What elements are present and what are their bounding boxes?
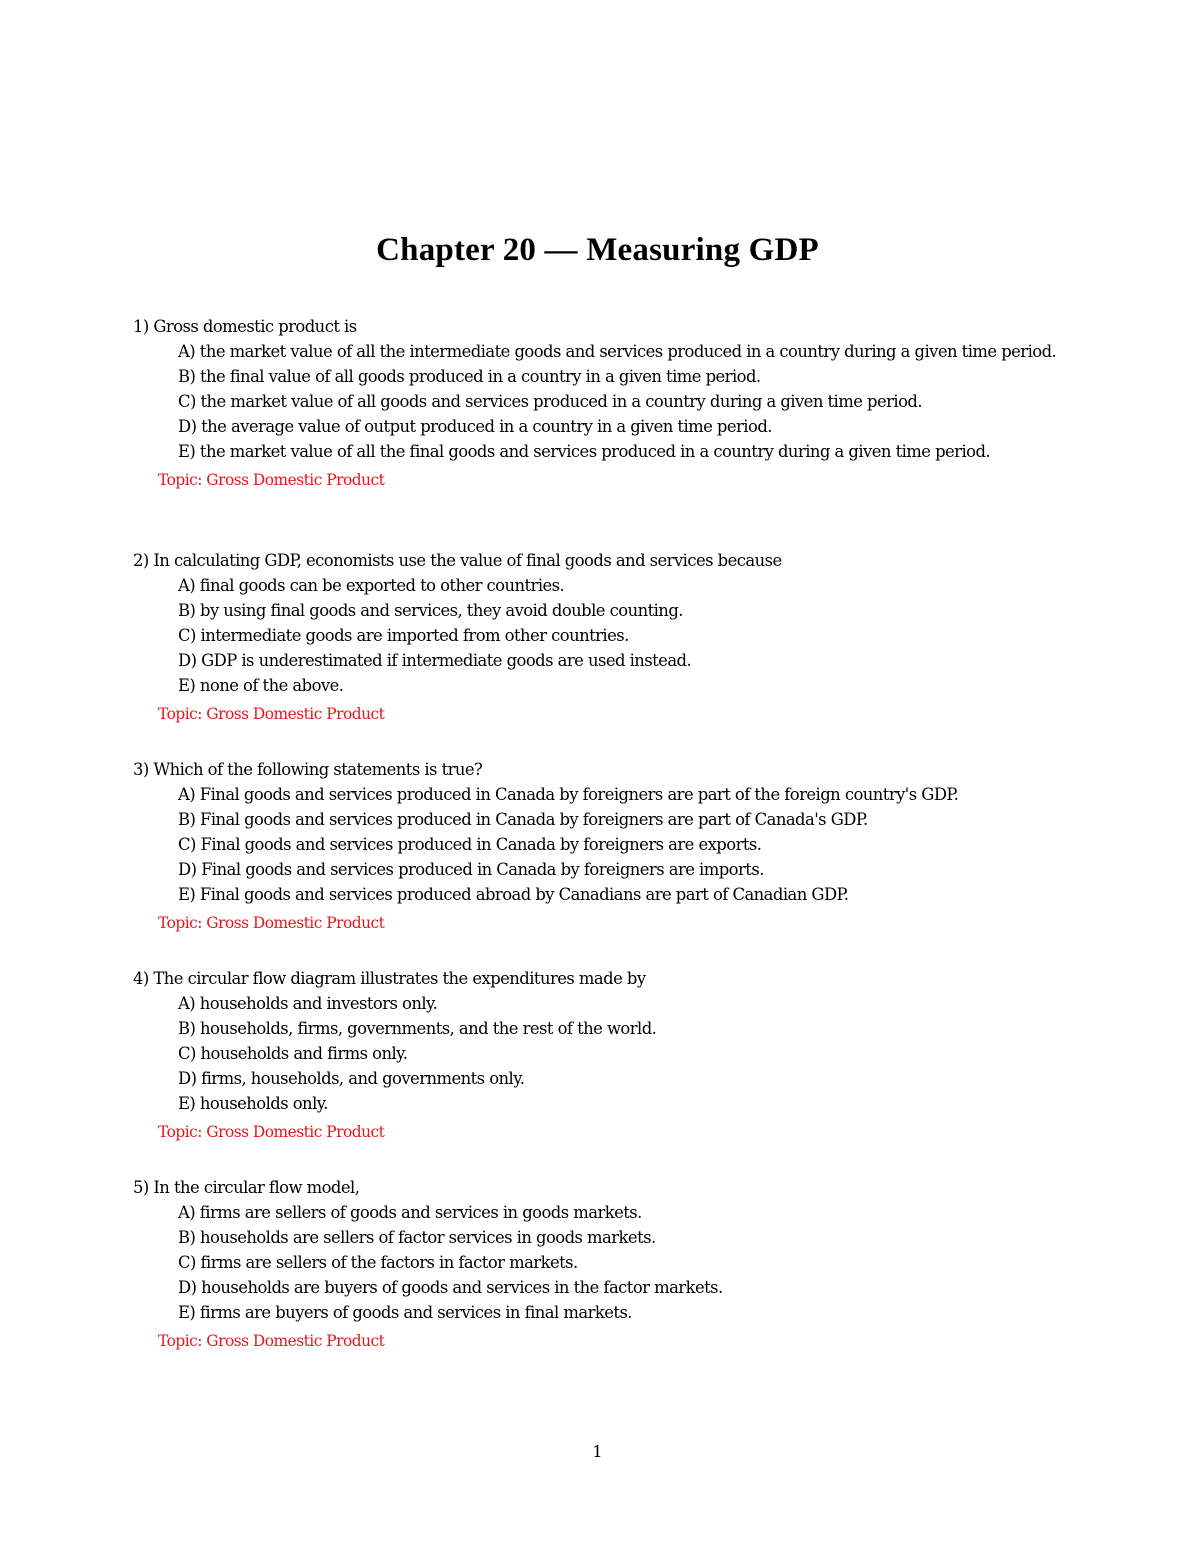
- topic-label: Topic: Gross Domestic Product: [158, 705, 385, 723]
- question-stem: 4) The circular flow diagram illustrates the expenditures made by: [133, 969, 646, 988]
- answer-option-c: C) households and firms only.: [178, 1044, 408, 1063]
- answer-option-e: E) the market value of all the final goods and services produced in a country during a given time period.: [178, 442, 991, 461]
- answer-option-c: C) intermediate goods are imported from other countries.: [178, 626, 629, 645]
- answer-option-b: B) Final goods and services produced in Canada by foreigners are part of Canada's GDP.: [178, 810, 868, 829]
- answer-option-d: D) Final goods and services produced in Canada by foreigners are imports.: [178, 860, 764, 879]
- answer-option-b: B) households are sellers of factor services in goods markets.: [178, 1228, 656, 1247]
- answer-option-a: A) Final goods and services produced in Canada by foreigners are part of the foreign country's GDP.: [178, 785, 959, 804]
- question-2: [133, 548, 1093, 727]
- page-title: Chapter 20 — Measuring GDP: [376, 232, 819, 268]
- answer-option-b: B) the final value of all goods produced in a country in a given time period.: [178, 367, 761, 386]
- question-stem: 2) In calculating GDP, economists use the value of final goods and services because: [133, 551, 782, 570]
- topic-label: Topic: Gross Domestic Product: [158, 471, 385, 489]
- topic-label: Topic: Gross Domestic Product: [158, 1332, 385, 1350]
- answer-option-d: D) households are buyers of goods and services in the factor markets.: [178, 1278, 723, 1297]
- answer-option-c: C) Final goods and services produced in Canada by foreigners are exports.: [178, 835, 762, 854]
- question-1: [133, 314, 1093, 493]
- question-stem: 5) In the circular flow model,: [133, 1178, 360, 1197]
- answer-option-b: B) by using final goods and services, they avoid double counting.: [178, 601, 683, 620]
- answer-option-e: E) firms are buyers of goods and services in final markets.: [178, 1303, 632, 1322]
- answer-option-e: E) Final goods and services produced abroad by Canadians are part of Canadian GDP.: [178, 885, 849, 904]
- page-number: 1: [592, 1442, 603, 1461]
- question-stem: 1) Gross domestic product is: [133, 317, 357, 336]
- answer-option-a: A) households and investors only.: [178, 994, 438, 1013]
- answer-option-d: D) the average value of output produced in a country in a given time period.: [178, 417, 772, 436]
- answer-option-c: C) the market value of all goods and services produced in a country during a given time period.: [178, 392, 923, 411]
- answer-option-a: A) final goods can be exported to other countries.: [178, 576, 565, 595]
- question-3: [133, 757, 1093, 936]
- question-stem: 3) Which of the following statements is true?: [133, 760, 483, 779]
- topic-label: Topic: Gross Domestic Product: [158, 1123, 385, 1141]
- answer-option-a: A) the market value of all the intermediate goods and services produced in a country during a given time period.: [178, 342, 1057, 361]
- answer-option-d: D) GDP is underestimated if intermediate goods are used instead.: [178, 651, 692, 670]
- answer-option-d: D) firms, households, and governments only.: [178, 1069, 525, 1088]
- answer-option-a: A) firms are sellers of goods and services in goods markets.: [178, 1203, 642, 1222]
- topic-label: Topic: Gross Domestic Product: [158, 914, 385, 932]
- answer-option-e: E) none of the above.: [178, 676, 344, 695]
- question-4: [133, 966, 1093, 1145]
- question-5: [133, 1175, 1093, 1354]
- answer-option-e: E) households only.: [178, 1094, 328, 1113]
- answer-option-c: C) firms are sellers of the factors in factor markets.: [178, 1253, 578, 1272]
- answer-option-b: B) households, firms, governments, and the rest of the world.: [178, 1019, 657, 1038]
